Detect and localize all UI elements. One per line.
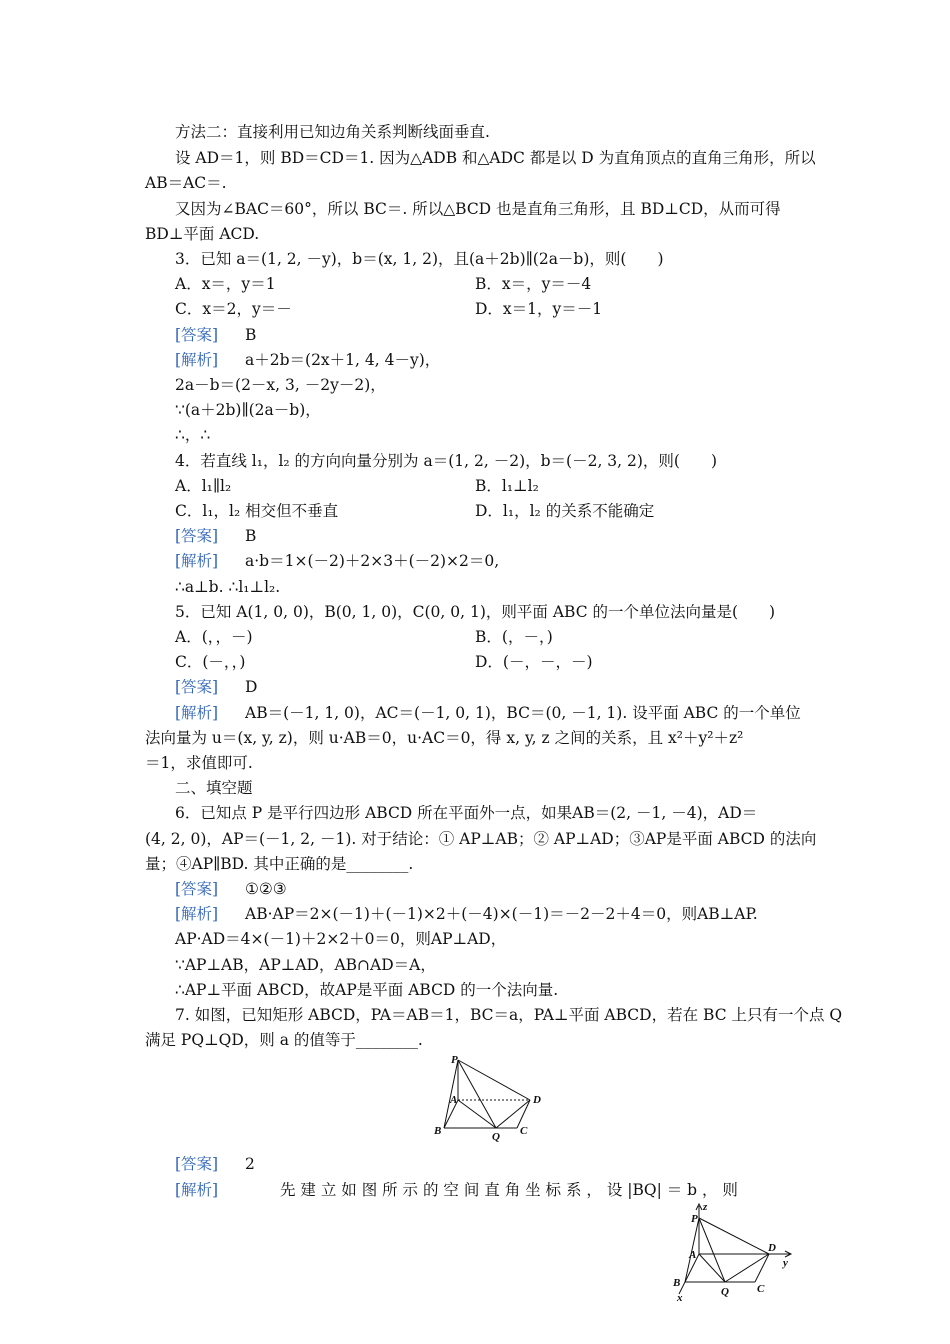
- question-3: 3．已知 a＝(1, 2, －y)，b＝(x, 1, 2)，且(a＋2b)∥(2a－b)，则( ): [175, 250, 664, 268]
- figure-label: C: [520, 1125, 528, 1137]
- figure-label: B: [673, 1277, 681, 1289]
- text-line: ∴AP⊥平面 ABCD，故AP是平面 ABCD 的一个法向量.: [175, 981, 559, 999]
- geometry-figure-1: [420, 1050, 550, 1145]
- choice-b: B．x＝，y＝－4: [475, 275, 592, 293]
- figure-label: A: [450, 1094, 458, 1106]
- choice-c: C．(－，，): [175, 653, 246, 671]
- text-line: a·b＝1×(－2)＋2×3＋(－2)×2＝0,: [245, 552, 500, 570]
- text-line: AB＝AC＝.: [145, 174, 227, 192]
- figure-label: z: [703, 1201, 708, 1213]
- figure-label: D: [768, 1242, 776, 1254]
- text-line: ∴，∴: [175, 426, 211, 444]
- text-line: 先 建 立 如 图 所 示 的 空 间 直 角 坐 标 系 ， 设 |BQ| ＝ b ， 则: [280, 1181, 738, 1199]
- question-5: 5．已知 A(1, 0, 0)，B(0, 1, 0)，C(0, 0, 1)，则平面 ABC 的一个单位法向量是( ): [175, 603, 776, 621]
- figure-label: Q: [721, 1286, 729, 1298]
- text-line: 满足 PQ⊥QD，则 a 的值等于________.: [145, 1031, 423, 1049]
- answer-tag: [答案]: [175, 326, 219, 344]
- geometry-figure-2: [665, 1198, 805, 1303]
- figure-label: P: [451, 1054, 458, 1066]
- choice-a: A．(，，－): [175, 628, 253, 646]
- choice-b: B．(，－，): [475, 628, 553, 646]
- choice-c: C．l₁，l₂ 相交但不垂直: [175, 502, 339, 520]
- text-line: ＝1，求值即可.: [145, 754, 253, 772]
- choice-d: D．(－，－，－): [475, 653, 593, 671]
- answer-value: D: [245, 678, 258, 696]
- text-line: (4, 2, 0)，AP＝(－1, 2, －1). 对于结论：① AP⊥AB；② AP⊥AD；③AP是平面 ABCD 的法向: [145, 830, 817, 848]
- question-7: 7. 如图，已知矩形 ABCD，PA＝AB＝1，BC＝a，PA⊥平面 ABCD，若在 BC 上只有一个点 Q: [175, 1006, 843, 1024]
- answer-value: B: [245, 527, 257, 545]
- figure-label: x: [677, 1292, 683, 1303]
- choice-d: D．x＝1，y＝－1: [475, 300, 603, 318]
- text-line: AB＝(－1, 1, 0)，AC＝(－1, 0, 1)，BC＝(0, －1, 1). 设平面 ABC 的一个单位: [245, 704, 801, 722]
- question-4: 4．若直线 l₁，l₂ 的方向向量分别为 a＝(1, 2, －2)，b＝(－2, 3, 2)，则( ): [175, 452, 718, 470]
- figure-label: A: [689, 1249, 697, 1261]
- section-heading: 二、填空题: [175, 779, 253, 797]
- text-line: a＋2b＝(2x＋1, 4, 4－y)，: [245, 351, 441, 369]
- choice-b: B．l₁⊥l₂: [475, 477, 539, 495]
- choice-d: D．l₁，l₂ 的关系不能确定: [475, 502, 655, 520]
- choice-a: A．x＝，y＝1: [175, 275, 276, 293]
- figure-label: Q: [492, 1131, 500, 1143]
- answer-tag: [答案]: [175, 880, 219, 898]
- answer-tag: [答案]: [175, 527, 219, 545]
- answer-value: 2: [245, 1155, 255, 1173]
- choice-c: C．x＝2，y＝－: [175, 300, 292, 318]
- text-line: ∴a⊥b. ∴l₁⊥l₂.: [175, 578, 281, 596]
- text-line: 量；④AP∥BD. 其中正确的是________.: [145, 855, 414, 873]
- text-line: 2a－b＝(2－x, 3, －2y－2)，: [175, 376, 386, 394]
- text-line: ∵AP⊥AB，AP⊥AD，AB∩AD＝A，: [175, 956, 436, 974]
- figure-label: D: [533, 1094, 541, 1106]
- text-line: 又因为∠BAC＝60°，所以 BC＝. 所以△BCD 也是直角三角形，且 BD⊥CD，从而可得: [175, 200, 781, 218]
- analysis-tag: [解析]: [175, 1181, 219, 1199]
- analysis-tag: [解析]: [175, 351, 219, 369]
- analysis-tag: [解析]: [175, 704, 219, 722]
- figure-label: y: [783, 1257, 788, 1269]
- text-line: 法向量为 u＝(x, y, z)，则 u·AB＝0，u·AC＝0，得 x, y, z 之间的关系，且 x²＋y²＋z²: [145, 729, 744, 747]
- text-line: 设 AD＝1，则 BD＝CD＝1. 因为△ADB 和△ADC 都是以 D 为直角顶点的直角三角形，所以: [175, 149, 816, 167]
- answer-value: ①②③: [245, 880, 287, 898]
- answer-tag: [答案]: [175, 678, 219, 696]
- answer-tag: [答案]: [175, 1155, 219, 1173]
- text-line: BD⊥平面 ACD.: [145, 225, 260, 243]
- figure-label: C: [757, 1283, 765, 1295]
- text-line: AP·AD＝4×(－1)＋2×2＋0＝0，则AP⊥AD，: [175, 930, 507, 948]
- text-line: ∵(a＋2b)∥(2a－b)，: [175, 401, 321, 419]
- text-line: AB·AP＝2×(－1)＋(－1)×2＋(－4)×(－1)＝－2－2＋4＝0，则AB⊥AP.: [245, 905, 758, 923]
- figure-label: P: [691, 1213, 698, 1225]
- text-line: 方法二：直接利用已知边角关系判断线面垂直.: [175, 123, 490, 141]
- answer-value: B: [245, 326, 257, 344]
- analysis-tag: [解析]: [175, 552, 219, 570]
- choice-a: A．l₁∥l₂: [175, 477, 232, 495]
- analysis-tag: [解析]: [175, 905, 219, 923]
- figure-label: B: [434, 1125, 442, 1137]
- question-6: 6．已知点 P 是平行四边形 ABCD 所在平面外一点，如果AB＝(2, －1, －4)，AD＝: [175, 804, 758, 822]
